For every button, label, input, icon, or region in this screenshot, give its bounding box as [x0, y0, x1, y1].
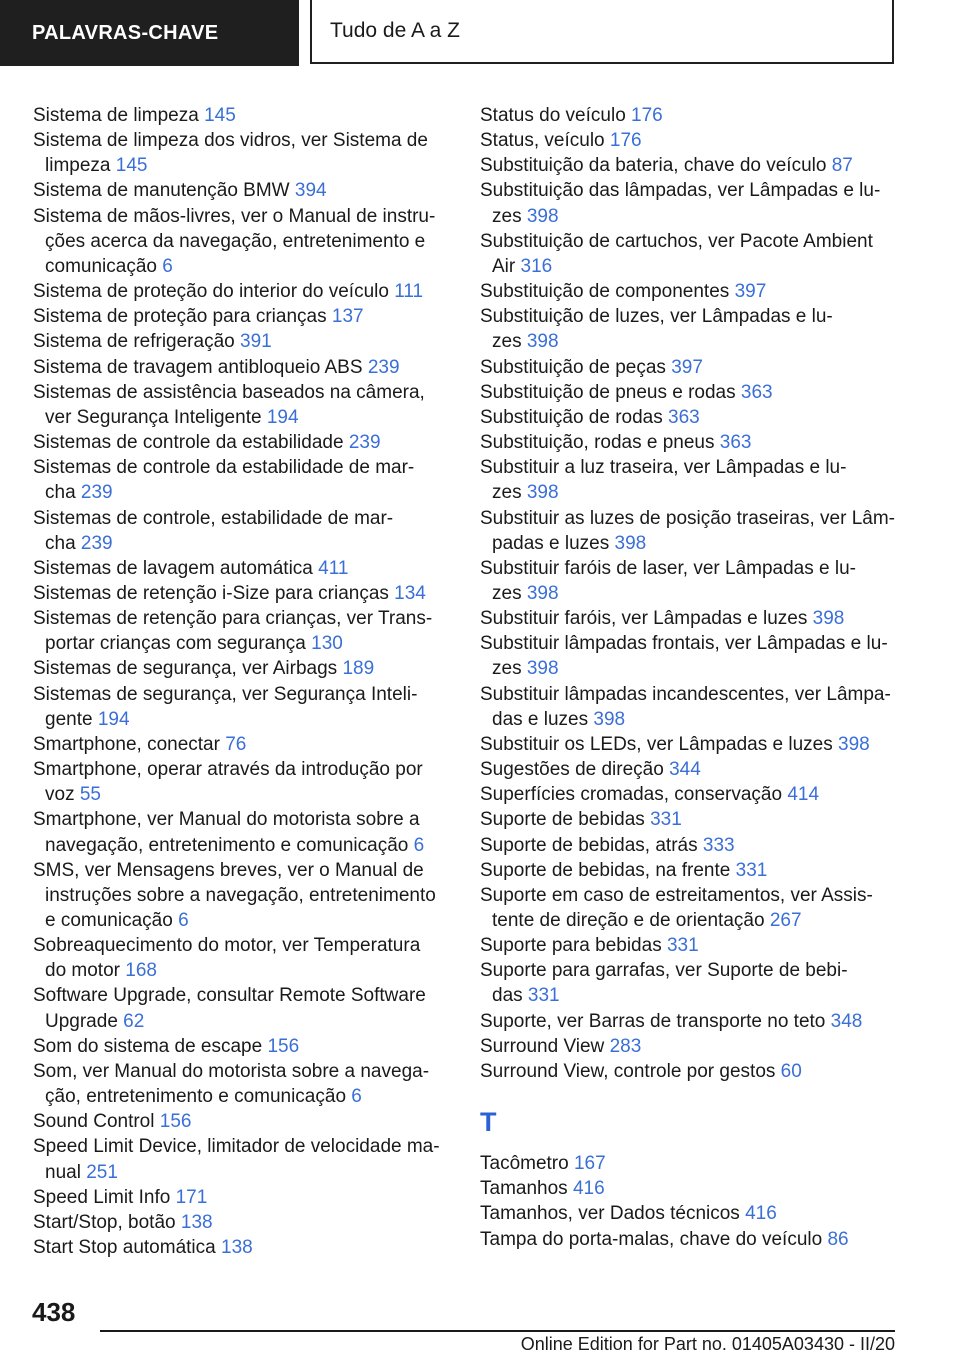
entry-text: Substituição de peças — [480, 356, 666, 378]
entry-text: Sistema de limpeza — [33, 105, 199, 126]
index-entry — [33, 807, 448, 857]
edition-label: Online Edition for Part no. 01405A03430 - II/20 — [520, 1334, 895, 1354]
index-entry — [480, 958, 900, 1008]
index-entry — [480, 858, 900, 883]
entry-text: Sistema de travagem antibloqueio ABS — [33, 356, 363, 378]
page-link[interactable]: 397 — [734, 281, 767, 303]
entry-text: Som do sistema de escape — [33, 1035, 263, 1057]
page-link[interactable]: 62 — [123, 1010, 145, 1032]
page-link[interactable]: 239 — [80, 482, 113, 504]
index-entry — [33, 455, 448, 505]
entry-text: Substituir faróis de laser, ver Lâmpadas e lu- zes — [480, 557, 856, 604]
index-entry — [33, 279, 448, 304]
index-entry — [33, 178, 448, 203]
entry-text: Speed Limit Device, limitador de velocidade ma- nual — [33, 1136, 440, 1183]
page-link[interactable]: 86 — [827, 1228, 849, 1250]
entry-text: Status, veículo — [480, 130, 605, 152]
index-entry — [33, 355, 448, 380]
page-link[interactable]: 344 — [669, 759, 701, 781]
index-entry — [480, 1176, 900, 1201]
page-link[interactable]: 134 — [394, 582, 426, 604]
page-link[interactable]: 283 — [609, 1035, 642, 1057]
index-entry — [33, 204, 448, 279]
page-link[interactable]: 398 — [526, 331, 559, 353]
page-link[interactable]: 411 — [318, 557, 349, 579]
index-entry — [33, 656, 448, 681]
index-entry — [480, 304, 900, 354]
page-link[interactable]: 398 — [526, 658, 559, 680]
index-list-s — [480, 103, 900, 1084]
entry-text: Suporte para bebidas — [480, 935, 662, 957]
entry-text: Substituição, rodas e pneus — [480, 432, 715, 454]
entry-text: Surround View — [480, 1035, 605, 1057]
index-entry — [33, 1210, 448, 1235]
entry-text: Surround View, controle por gestos — [480, 1060, 776, 1082]
page-link[interactable]: 331 — [666, 935, 699, 957]
entry-text: Software Upgrade, consultar Remote Software Upgrade — [33, 985, 426, 1032]
index-entry — [33, 682, 448, 732]
page-link[interactable]: 363 — [668, 406, 700, 428]
page-link[interactable]: 267 — [769, 910, 802, 931]
entry-text: SMS, ver Mensagens breves, ver o Manual de instruções sobre a navegação, entretenimento e comunicação — [33, 859, 436, 931]
page-link[interactable]: 398 — [838, 733, 870, 755]
index-entry — [33, 933, 448, 983]
page-link[interactable]: 111 — [394, 281, 424, 303]
page-link[interactable]: 316 — [520, 255, 553, 277]
page-link[interactable]: 145 — [115, 155, 148, 177]
entry-text: Tamanhos, ver Dados técnicos — [480, 1203, 740, 1225]
entry-text: Suporte de bebidas, atrás — [480, 834, 698, 856]
page-link[interactable]: 239 — [367, 356, 400, 378]
index-column-right — [480, 103, 900, 1252]
entry-text: Substituir lâmpadas frontais, ver Lâmpadas e lu- zes — [480, 633, 888, 680]
entry-text: Som, ver Manual do motorista sobre a navega- ção, entretenimento e comunicação — [33, 1060, 430, 1108]
index-entry — [33, 304, 448, 329]
page-link[interactable]: 156 — [267, 1035, 300, 1057]
page-link[interactable]: 331 — [650, 809, 682, 831]
page-link[interactable]: 398 — [593, 708, 626, 730]
index-entry — [480, 757, 900, 782]
chapter-title: Tudo de A a Z — [310, 0, 894, 64]
page-link[interactable]: 363 — [719, 432, 752, 454]
index-entry — [33, 1235, 448, 1260]
index-entry — [480, 807, 900, 832]
entry-text: Substituição de luzes, ver Lâmpadas e lu- zes — [480, 306, 833, 353]
page-link[interactable]: 145 — [204, 105, 236, 126]
index-column-left — [33, 103, 448, 1260]
entry-text: Superfícies cromadas, conservação — [480, 784, 783, 806]
index-entry — [480, 1201, 900, 1226]
entry-text: Sistemas de segurança, ver Airbags — [33, 658, 338, 680]
index-entry — [33, 757, 448, 807]
entry-text: Substituir faróis, ver Lâmpadas e luzes — [480, 608, 808, 630]
section-letter: T — [480, 1107, 497, 1138]
index-entry — [480, 128, 900, 153]
page-link[interactable]: 414 — [787, 784, 820, 806]
entry-text: Sistema de mãos-livres, ver o Manual de instru- ções acerca da navegação, entretenimento e comunicação — [33, 205, 436, 277]
page-link[interactable]: 6 — [351, 1086, 362, 1108]
entry-text: Tamanhos — [480, 1178, 568, 1200]
index-entry — [480, 455, 900, 505]
page-link[interactable]: 55 — [79, 784, 101, 806]
page-link[interactable]: 194 — [97, 708, 130, 730]
index-entry — [480, 229, 900, 279]
index-entry — [33, 1034, 448, 1059]
index-entry — [480, 1227, 900, 1252]
index-entry — [33, 858, 448, 933]
entry-text: Substituir lâmpadas incandescentes, ver Lâmpa- das e luzes — [480, 683, 891, 730]
entry-text: Substituir a luz traseira, ver Lâmpadas e lu- zes — [480, 457, 847, 504]
index-entry — [480, 556, 900, 606]
entry-text: Smartphone, operar através da introdução por voz — [33, 759, 423, 806]
page-link[interactable]: 398 — [526, 482, 559, 504]
index-entry — [480, 380, 900, 405]
entry-text: Substituição de componentes — [480, 281, 730, 303]
page-link[interactable]: 398 — [812, 608, 845, 630]
entry-text: Sistemas de retenção para crianças, ver Trans- portar crianças com segurança — [33, 608, 433, 655]
index-entry — [33, 1109, 448, 1134]
entry-text: Smartphone, ver Manual do motorista sobre a navegação, entretenimento e comunicação — [33, 809, 420, 856]
index-entry — [480, 631, 900, 681]
page-link[interactable]: 391 — [240, 331, 272, 353]
entry-text: Sistemas de controle da estabilidade — [33, 432, 344, 454]
index-entry — [480, 153, 900, 178]
page-link[interactable]: 167 — [573, 1153, 606, 1175]
index-entry — [33, 581, 448, 606]
page-link[interactable]: 137 — [331, 306, 364, 328]
index-entry — [480, 178, 900, 228]
index-entry — [33, 430, 448, 455]
page-link[interactable]: 189 — [342, 658, 375, 680]
entry-text: Sistemas de retenção i-Size para crianças — [33, 582, 389, 604]
entry-text: Suporte para garrafas, ver Suporte de bebi- das — [480, 960, 848, 1007]
page-link[interactable]: 348 — [830, 1010, 863, 1032]
index-entry — [33, 983, 448, 1033]
entry-text: Sobreaquecimento do motor, ver Temperatura do motor — [33, 935, 421, 982]
page-link[interactable]: 130 — [311, 633, 343, 655]
page-link[interactable]: 251 — [86, 1161, 118, 1183]
index-entry — [480, 833, 900, 858]
page-link[interactable]: 239 — [80, 532, 113, 554]
entry-text: Substituição da bateria, chave do veículo — [480, 155, 827, 177]
index-entry — [33, 1134, 448, 1184]
page-link[interactable]: 76 — [225, 733, 247, 755]
entry-text: Sistema de manutenção BMW — [33, 180, 290, 202]
page-link[interactable]: 398 — [526, 582, 559, 604]
page-link[interactable]: 397 — [671, 356, 703, 378]
index-entry — [480, 606, 900, 631]
page-link[interactable]: 138 — [221, 1237, 253, 1259]
index-entry — [33, 1185, 448, 1210]
index-entry — [480, 355, 900, 380]
index-entry — [480, 883, 900, 933]
entry-text: Sugestões de direção — [480, 759, 664, 781]
page-link[interactable]: 333 — [702, 834, 735, 856]
page-link[interactable]: 6 — [162, 255, 173, 277]
page-link[interactable]: 176 — [631, 105, 663, 126]
page-header — [0, 0, 960, 66]
page-link[interactable]: 398 — [614, 532, 647, 554]
index-entry — [33, 606, 448, 656]
index-entry — [480, 506, 900, 556]
entry-text: Sistemas de controle da estabilidade de mar- cha — [33, 457, 415, 504]
entry-text: Status do veículo — [480, 105, 626, 126]
page-link[interactable]: 416 — [745, 1203, 777, 1225]
page-link[interactable]: 60 — [780, 1060, 802, 1082]
entry-text: Smartphone, conectar — [33, 733, 220, 755]
entry-text: Sistema de proteção para crianças — [33, 306, 327, 328]
index-entry — [480, 1059, 900, 1084]
page-link[interactable]: 331 — [735, 859, 768, 881]
index-entry — [33, 380, 448, 430]
page-link[interactable]: 416 — [572, 1178, 605, 1200]
entry-text: Substituição de pneus e rodas — [480, 381, 736, 403]
page-link[interactable]: 394 — [294, 180, 327, 202]
index-entry — [480, 405, 900, 430]
page-link[interactable]: 176 — [609, 130, 642, 152]
entry-text: Tacômetro — [480, 1153, 569, 1175]
index-entry — [480, 430, 900, 455]
page-link[interactable]: 171 — [175, 1186, 208, 1208]
index-entry — [480, 1151, 900, 1176]
entry-text: Sistema de limpeza dos vidros, ver Sistema de limpeza — [33, 130, 428, 177]
entry-text: Speed Limit Info — [33, 1186, 171, 1208]
index-entry — [33, 732, 448, 757]
entry-text: Substituir os LEDs, ver Lâmpadas e luzes — [480, 733, 833, 755]
page-link[interactable]: 398 — [526, 205, 559, 227]
entry-text: Sistema de proteção do interior do veículo — [33, 281, 389, 303]
entry-text: Substituição de rodas — [480, 406, 663, 428]
index-entry — [33, 1059, 448, 1109]
index-entry — [33, 103, 448, 128]
entry-text: Start Stop automática — [33, 1237, 216, 1259]
entry-text: Sound Control — [33, 1111, 155, 1133]
section-tab: PALAVRAS-CHAVE — [0, 0, 299, 66]
entry-text: Start/Stop, botão — [33, 1211, 176, 1233]
page-link[interactable]: 6 — [178, 910, 189, 931]
entry-text: Sistemas de lavagem automática — [33, 557, 313, 579]
entry-text: Sistemas de assistência baseados na câmera, ver Segurança Inteligente — [33, 381, 425, 428]
index-entry — [480, 1034, 900, 1059]
page-link[interactable]: 168 — [125, 960, 157, 982]
page-link[interactable]: 87 — [831, 155, 853, 177]
index-entry — [33, 128, 448, 178]
entry-text: Tampa do porta-malas, chave do veículo — [480, 1228, 823, 1250]
index-entry — [480, 279, 900, 304]
index-entry — [480, 682, 900, 732]
entry-text: Suporte em caso de estreitamentos, ver Assis- tente de direção e de orientação — [480, 884, 873, 931]
index-entry — [33, 556, 448, 581]
page-link[interactable]: 6 — [413, 834, 425, 856]
index-entry — [33, 506, 448, 556]
footer-divider — [100, 1330, 895, 1332]
index-entry — [33, 329, 448, 354]
page-link[interactable]: 239 — [348, 432, 381, 454]
index-entry — [480, 103, 900, 128]
index-entry — [480, 732, 900, 757]
entry-text: Suporte de bebidas — [480, 809, 645, 831]
index-entry — [480, 782, 900, 807]
page-link[interactable]: 363 — [740, 381, 773, 403]
entry-text: Suporte de bebidas, na frente — [480, 859, 731, 881]
entry-text: Sistemas de segurança, ver Segurança Inteli- gente — [33, 683, 418, 730]
page-link[interactable]: 194 — [266, 406, 299, 428]
index-list-t — [480, 1151, 900, 1252]
page-number: 438 — [32, 1297, 76, 1327]
entry-text: Sistema de refrigeração — [33, 331, 235, 353]
index-entry — [480, 933, 900, 958]
entry-text: Substituir as luzes de posição traseiras, ver Lâm- padas e luzes — [480, 507, 896, 554]
page-link[interactable]: 331 — [527, 985, 560, 1007]
index-entry — [480, 1009, 900, 1034]
entry-text: Substituição de cartuchos, ver Pacote Ambient Air — [480, 230, 873, 277]
entry-text: Suporte, ver Barras de transporte no teto — [480, 1010, 826, 1032]
page-link[interactable]: 138 — [180, 1211, 213, 1233]
page-link[interactable]: 156 — [159, 1111, 192, 1133]
entry-text: Substituição das lâmpadas, ver Lâmpadas e lu- zes — [480, 180, 881, 227]
entry-text: Sistemas de controle, estabilidade de mar- cha — [33, 507, 394, 554]
